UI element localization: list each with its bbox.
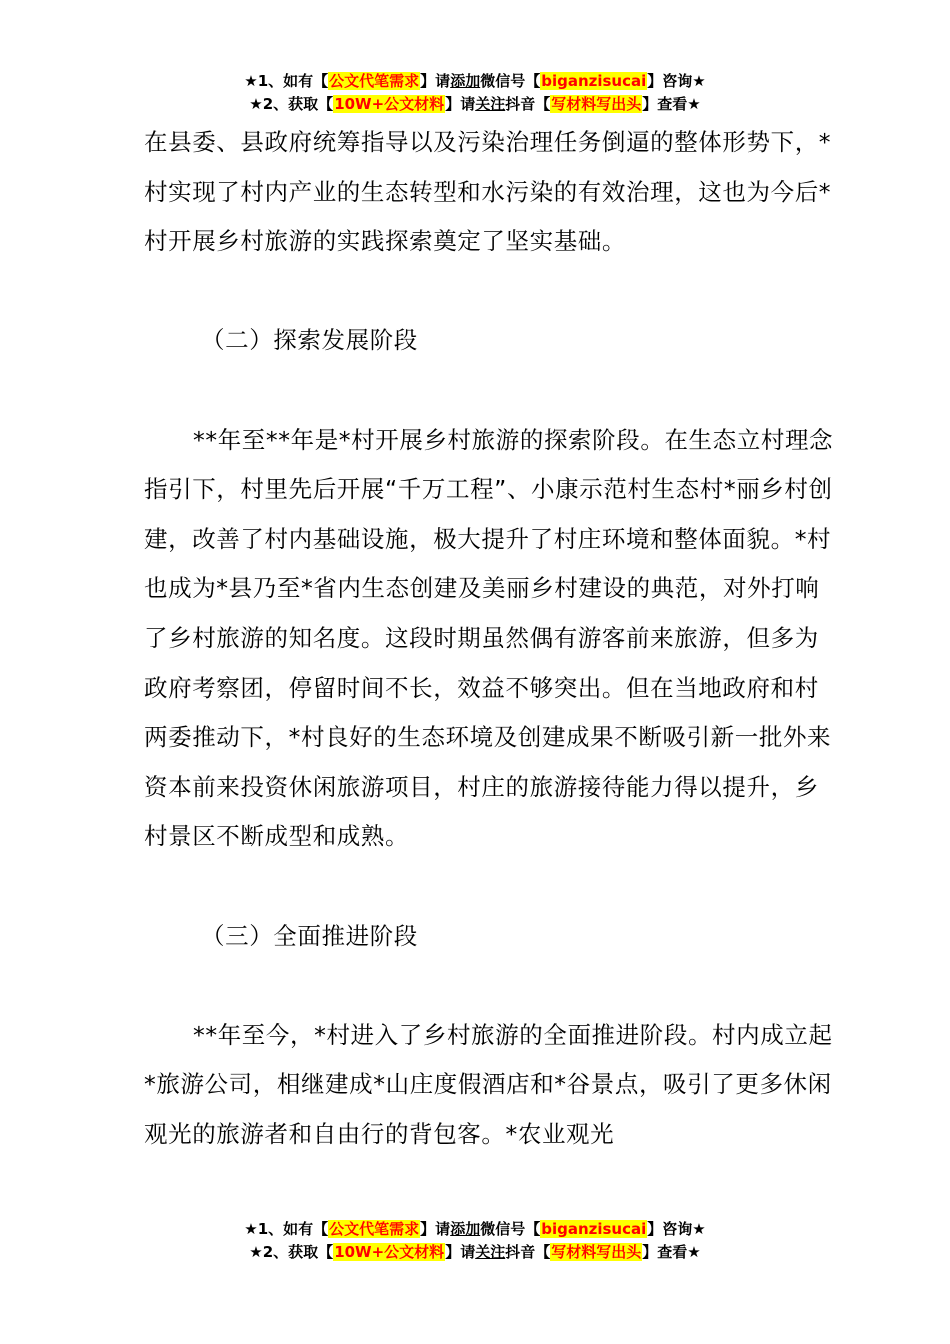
banner-text: 】查看★ [642, 95, 701, 113]
banner-text: 】请 [445, 1243, 476, 1261]
banner-text: ★2、获取【 [249, 1243, 334, 1261]
footer-banner [0, 1218, 950, 1264]
banner-text: ★2、获取【 [249, 95, 334, 113]
banner-douyin-id: 写材料写出头 [551, 1243, 642, 1261]
banner-text: 微信号【 [480, 1220, 541, 1238]
banner-line-1 [0, 1218, 950, 1241]
banner-text: ★1、如有【 [244, 1220, 329, 1238]
banner-underlined: 添加 [450, 72, 481, 90]
banner-text: 】查看★ [642, 1243, 701, 1261]
banner-text: 抖音【 [505, 1243, 551, 1261]
banner-text: 微信号【 [480, 72, 541, 90]
banner-underlined: 关注 [475, 1243, 506, 1261]
paragraph-section-2: **年至**年是*村开展乡村旅游的探索阶段。在生态立村理念指引下，村里先后开展“千万工程”、小康示范村生态村*丽乡村创建，改善了村内基础设施，极大提升了村庄环境和整体面貌。*村也成为*县乃至*省内生态创建及美丽乡村建设的典范，对外打响了乡村旅游的知名度。这段时期虽然偶有游客前来旅游，但多为政府考察团，停留时间不长，效益不够突出。但在当地政府和村两委推动下，*村良好的生态环境及创建成果不断吸引新一批外来资本前来投资休闲旅游项目，村庄的旅游接待能力得以提升，乡村景区不断成型和成熟。 [144, 425, 834, 851]
paragraph-section-3: **年至今，*村进入了乡村旅游的全面推进阶段。村内成立起*旅游公司，相继建成*山庄度假酒店和*谷景点，吸引了更多休闲观光的旅游者和自由行的背包客。*农业观光 [144, 1020, 833, 1148]
banner-highlight: 10W+公文材料 [334, 1243, 445, 1261]
document-body [144, 118, 834, 1159]
banner-underlined: 添加 [450, 1220, 481, 1238]
section-heading-2: （二）探索发展阶段 [201, 326, 418, 355]
banner-line-2 [0, 1241, 950, 1264]
banner-text: 】请 [420, 72, 451, 90]
banner-text: 】咨询★ [647, 1220, 706, 1238]
paragraph-intro: 在县委、县政府统筹指导以及污染治理任务倒逼的整体形势下，*村实现了村内产业的生态转型和水污染的有效治理，这也为今后*村开展乡村旅游的实践探索奠定了坚实基础。 [144, 128, 832, 256]
banner-line-1 [0, 70, 950, 93]
banner-wechat-id: biganzisucai [541, 1220, 647, 1238]
banner-highlight: 公文代笔需求 [329, 1220, 420, 1238]
banner-underlined: 关注 [475, 95, 506, 113]
banner-text: 】请 [420, 1220, 451, 1238]
section-heading-3: （三）全面推进阶段 [201, 921, 418, 950]
banner-highlight: 10W+公文材料 [334, 95, 445, 113]
banner-text: 】请 [445, 95, 476, 113]
banner-wechat-id: biganzisucai [541, 72, 647, 90]
header-banner [0, 70, 950, 116]
banner-text: 抖音【 [505, 95, 551, 113]
banner-highlight: 公文代笔需求 [329, 72, 420, 90]
banner-line-2 [0, 93, 950, 116]
banner-douyin-id: 写材料写出头 [551, 95, 642, 113]
banner-text: ★1、如有【 [244, 72, 329, 90]
banner-text: 】咨询★ [647, 72, 706, 90]
